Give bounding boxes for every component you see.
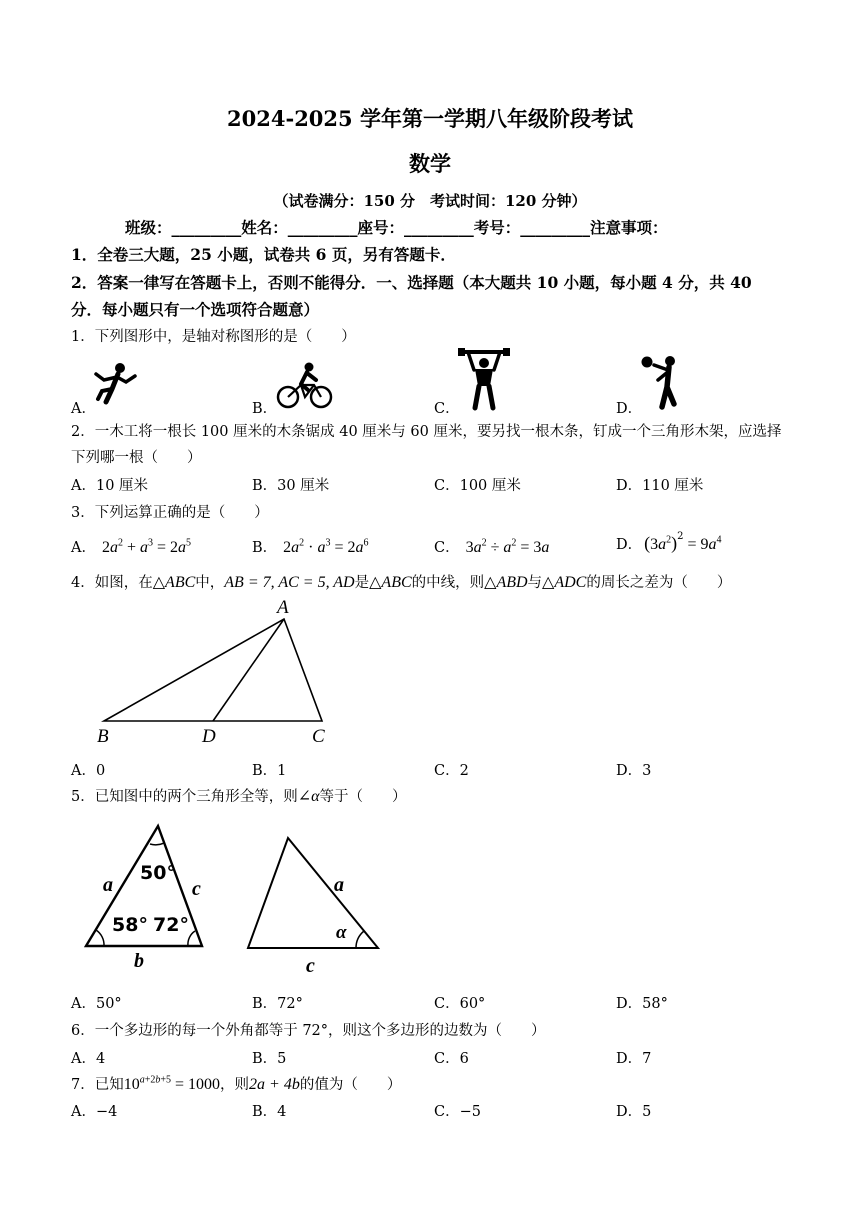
q3-option-b-letter: B． [252, 540, 278, 556]
q3-option-c: C． $3a^2 \div a^2 = 3a$ [434, 537, 550, 556]
q5-fig1-side-a: a [103, 874, 113, 896]
q7-option-b: B．4 [252, 1104, 287, 1120]
q2-stem-line1: 2．一木工将一根长 100 厘米的木条锯成 40 厘米与 60 厘米，要另找一根木条，钉成一个三角形木架，应选择 [71, 424, 782, 440]
q5-fig2-side-c: c [306, 955, 315, 977]
q4-tri-abc-2: △ABC [369, 574, 412, 591]
q4-tri-abd: △ABD [484, 574, 528, 591]
q5-fig2-alpha: α [336, 922, 347, 943]
q4-label-d: D [202, 726, 216, 747]
q5-option-b: B．72° [252, 996, 303, 1012]
q7-stem: 7．已知$10^{a+2b+5} = 1000$，则2a + 4b的值为（ ） [71, 1074, 402, 1093]
q5-fig1-side-b: b [134, 950, 144, 972]
q3-option-a-letter: A． [71, 540, 96, 556]
q7-equation: $10^{a+2b+5} = 1000$ [123, 1074, 221, 1093]
q5-option-a: A．50° [71, 996, 122, 1012]
cyclist-icon [276, 360, 334, 410]
q6-option-c: C．6 [434, 1051, 469, 1067]
exam-title: 2024-2025 学年第一学期八年级阶段考试 [227, 106, 633, 131]
q3-option-d-letter: D． [616, 537, 643, 553]
q6-option-b: B．5 [252, 1051, 287, 1067]
q7-option-c: C．−5 [434, 1104, 481, 1120]
q6-option-d: D．7 [616, 1051, 652, 1067]
q3-option-c-letter: C． [434, 540, 460, 556]
q4-conditions: AB = 7, AC = 5, AD [224, 574, 355, 591]
q5-fig1-side-c: c [192, 878, 201, 900]
q2-stem-line2: 下列哪一根（ ） [71, 450, 202, 466]
q5-fig2-side-a: a [334, 874, 344, 896]
weightlifter-icon [458, 348, 510, 410]
q7-option-a: A．−4 [71, 1104, 118, 1120]
q7-option-d: D．5 [616, 1104, 652, 1120]
q6-option-a: A．4 [71, 1051, 106, 1067]
q5-stem: 5．已知图中的两个三角形全等，则∠α等于（ ） [71, 788, 407, 805]
q6-stem: 6．一个多边形的每一个外角都等于 72°，则这个多边形的边数为（ ） [71, 1023, 546, 1039]
q1-option-d: D． [616, 401, 643, 417]
q1-option-b: B． [252, 401, 278, 417]
q4-tri-abc: △ABC [152, 574, 196, 591]
q5-fig1-angle-top: 50° [140, 862, 176, 884]
q4-option-a: A．0 [71, 763, 106, 779]
q3-option-a: A． $2a^2 + a^3 = 2a^5$ [71, 537, 192, 556]
note-2-line1: 2．答案一律写在答题卡上，否则不能得分．一、选择题（本大题共 10 小题，每小题 4 分，共 40 [71, 273, 752, 292]
q2-option-c: C．100 厘米 [434, 478, 521, 494]
q3-option-b: B． $2a^2 \cdot a^3 = 2a^6$ [252, 537, 369, 556]
q1-stem: 1．下列图形中，是轴对称图形的是（ ） [71, 329, 356, 345]
student-info-line: 班级：_________姓名：_________座号：_________考号：_________注意事项： [125, 218, 668, 237]
exam-info: （试卷满分：150 分 考试时间：120 分钟） [273, 192, 587, 210]
volleyball-player-icon [640, 352, 686, 410]
q2-option-a: A．10 厘米 [71, 478, 149, 494]
q5-fig1-angle-left: 58° [112, 914, 148, 936]
q3-stem: 3．下列运算正确的是（ ） [71, 505, 269, 521]
q4-option-c: C．2 [434, 763, 469, 779]
q1-option-a: A． [71, 401, 96, 417]
q1-option-c: C． [434, 401, 460, 417]
q4-stem: 4．如图，在△ABC中，AB = 7, AC = 5, AD是△ABC的中线，则△ABD与△ADC的周长之差为（ ） [71, 574, 732, 591]
q4-label-c: C [312, 726, 325, 747]
q5-fig1-angle-right: 72° [153, 914, 189, 936]
q4-tri-adc: △ADC [542, 574, 587, 591]
q4-label-b: B [97, 726, 109, 747]
q2-option-d: D．110 厘米 [616, 478, 704, 494]
q5-option-d: D．58° [616, 996, 668, 1012]
runner-icon [92, 362, 138, 410]
q4-option-d: D．3 [616, 763, 652, 779]
q4-option-b: B．1 [252, 763, 287, 779]
q5-triangle-right [244, 834, 384, 952]
q7-expression: 2a + 4b [249, 1076, 300, 1093]
q5-angle: ∠α [297, 788, 320, 805]
subject-title: 数学 [409, 151, 451, 176]
note-1: 1．全卷三大题，25 小题，试卷共 6 页，另有答题卡． [71, 245, 456, 264]
q5-option-c: C．60° [434, 996, 486, 1012]
q3-option-d: D． $(3a^2)^2 = 9a^4$ [616, 531, 722, 553]
q2-option-b: B．30 厘米 [252, 478, 330, 494]
note-2-line2: 分．每小题只有一个选项符合题意） [71, 300, 320, 319]
q4-label-a: A [277, 597, 289, 618]
